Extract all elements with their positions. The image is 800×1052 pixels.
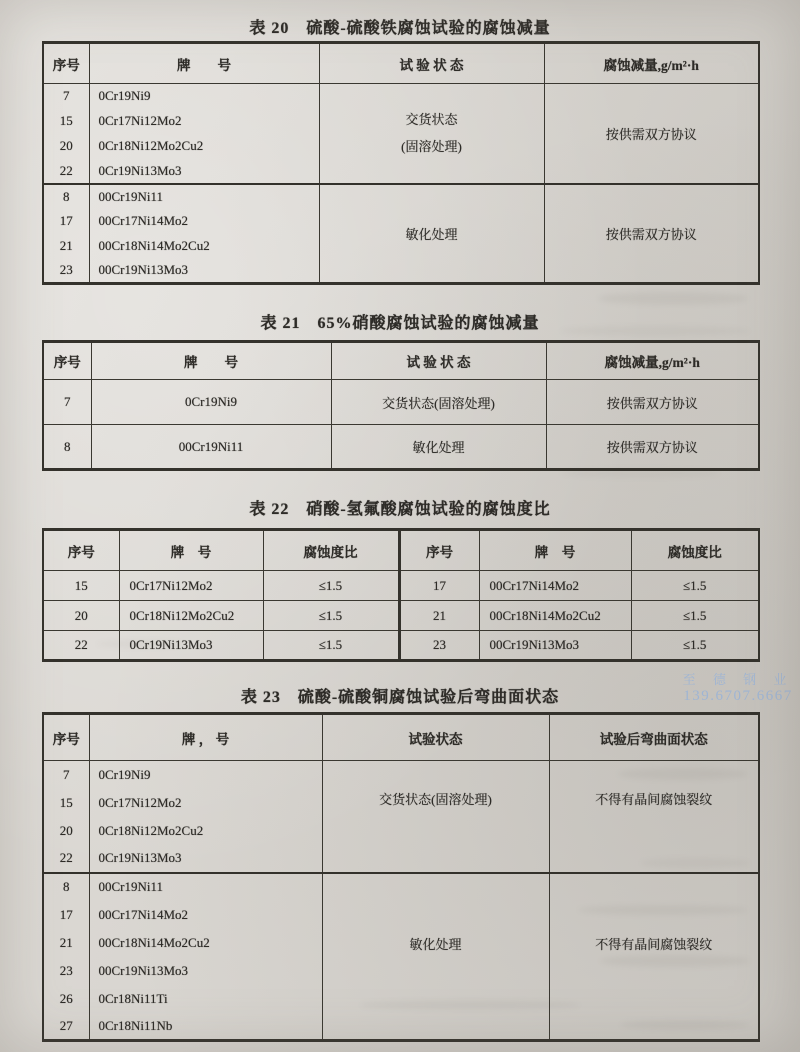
grade-cell: 00Cr18Ni14Mo2Cu2 — [89, 234, 319, 259]
row-no: 21 — [43, 234, 89, 259]
col-header-no: 序号 — [43, 714, 89, 761]
table-row — [43, 761, 759, 789]
row-no: 27 — [43, 1013, 89, 1041]
col-header-grade: 牌 号 — [479, 530, 631, 571]
row-no: 20 — [43, 134, 89, 159]
row-no: 7 — [43, 761, 89, 789]
table-20-group-sensitized — [43, 184, 759, 284]
table-22-body — [43, 571, 759, 661]
row-no: 15 — [43, 571, 119, 601]
table-row — [43, 601, 759, 631]
grade-cell: 00Cr19Ni11 — [89, 184, 319, 209]
grade-cell: 0Cr17Ni12Mo2 — [119, 571, 263, 601]
grade-cell: 0Cr19Ni9 — [91, 380, 331, 425]
table-row — [43, 631, 759, 661]
grade-cell: 0Cr19Ni13Mo3 — [89, 845, 322, 873]
col-header-no: 序号 — [43, 530, 119, 571]
table-21 — [42, 340, 760, 471]
row-no: 17 — [399, 571, 479, 601]
table-row — [43, 571, 759, 601]
row-no: 8 — [43, 184, 89, 209]
loss-cell: 按供需双方协议 — [546, 380, 759, 425]
col-header-grade: 牌 ， 号 — [89, 714, 322, 761]
table-20-header — [43, 43, 759, 84]
ratio-cell: ≤1.5 — [631, 631, 759, 661]
grade-cell: 0Cr18Ni12Mo2Cu2 — [119, 601, 263, 631]
row-no: 22 — [43, 159, 89, 184]
grade-cell: 0Cr17Ni12Mo2 — [89, 789, 322, 817]
grade-cell: 0Cr17Ni12Mo2 — [89, 109, 319, 134]
grade-cell: 00Cr19Ni13Mo3 — [89, 259, 319, 284]
state-line1: 交货状态 — [405, 112, 458, 128]
table-23-group-delivery — [43, 761, 759, 873]
row-no: 17 — [43, 209, 89, 234]
grade-cell: 0Cr18Ni12Mo2Cu2 — [89, 817, 322, 845]
grade-cell: 0Cr18Ni12Mo2Cu2 — [89, 134, 319, 159]
state-cell — [319, 84, 544, 184]
row-no: 8 — [43, 425, 91, 470]
result-cell: 不得有晶间腐蚀裂纹 — [549, 873, 759, 1041]
table-row — [43, 380, 759, 425]
col-header-ratio: 腐蚀度比 — [263, 530, 399, 571]
row-no: 7 — [43, 380, 91, 425]
watermark-phone: 139.6707.6667 — [683, 688, 793, 704]
table-21-title: 表 21 65%硝酸腐蚀试验的腐蚀减量 — [260, 315, 540, 332]
row-no: 22 — [43, 631, 119, 661]
col-header-test-state: 试 验 状 态 — [319, 43, 544, 84]
grade-cell: 00Cr19Ni13Mo3 — [89, 957, 322, 985]
row-no: 20 — [43, 817, 89, 845]
row-no: 21 — [43, 929, 89, 957]
col-header-grade: 牌 号 — [119, 530, 263, 571]
col-header-corrosion-loss: 腐蚀减量,g/m²·h — [544, 43, 759, 84]
row-no: 26 — [43, 985, 89, 1013]
col-header-test-state: 试 验 状 态 — [331, 342, 546, 380]
ratio-cell: ≤1.5 — [263, 601, 399, 631]
table-20 — [42, 41, 760, 285]
result-cell: 不得有晶间腐蚀裂纹 — [549, 761, 759, 873]
row-no: 17 — [43, 901, 89, 929]
table-22-title: 表 22 硝酸-氢氟酸腐蚀试验的腐蚀度比 — [249, 501, 551, 518]
grade-cell: 00Cr17Ni14Mo2 — [89, 901, 322, 929]
col-header-ratio: 腐蚀度比 — [631, 530, 759, 571]
table-23 — [42, 712, 760, 1042]
table-22-header — [43, 530, 759, 571]
row-no: 23 — [399, 631, 479, 661]
state-cell: 敏化处理 — [319, 184, 544, 284]
row-no: 23 — [43, 957, 89, 985]
table-23-header — [43, 714, 759, 761]
ratio-cell: ≤1.5 — [263, 571, 399, 601]
state-line2: (固溶处理) — [401, 139, 462, 155]
row-no: 21 — [399, 601, 479, 631]
grade-cell: 0Cr19Ni13Mo3 — [119, 631, 263, 661]
grade-cell: 00Cr19Ni11 — [89, 873, 322, 901]
state-cell: 交货状态(固溶处理) — [331, 380, 546, 425]
state-cell: 交货状态(固溶处理) — [322, 761, 549, 873]
grade-cell: 0Cr19Ni13Mo3 — [89, 159, 319, 184]
table-22 — [42, 528, 760, 662]
grade-cell: 0Cr19Ni9 — [89, 84, 319, 109]
grade-cell: 00Cr17Ni14Mo2 — [89, 209, 319, 234]
grade-cell: 00Cr19Ni13Mo3 — [479, 631, 631, 661]
col-header-no: 序号 — [43, 342, 91, 380]
scan-smudge — [598, 292, 748, 305]
col-header-no: 序号 — [399, 530, 479, 571]
table-20-group-delivery — [43, 84, 759, 184]
row-no: 7 — [43, 84, 89, 109]
row-no: 8 — [43, 873, 89, 901]
ratio-cell: ≤1.5 — [631, 601, 759, 631]
col-header-grade: 牌 号 — [91, 342, 331, 380]
table-21-body — [43, 380, 759, 470]
grade-cell: 0Cr19Ni9 — [89, 761, 322, 789]
table-20-title: 表 20 硫酸-硫酸铁腐蚀试验的腐蚀减量 — [249, 20, 551, 37]
grade-cell: 00Cr17Ni14Mo2 — [479, 571, 631, 601]
table-23-group-sensitized — [43, 873, 759, 1041]
col-header-corrosion-loss: 腐蚀减量,g/m²·h — [546, 342, 759, 380]
table-row — [43, 184, 759, 209]
ratio-cell: ≤1.5 — [263, 631, 399, 661]
state-cell: 敏化处理 — [331, 425, 546, 470]
ratio-cell: ≤1.5 — [631, 571, 759, 601]
loss-cell: 按供需双方协议 — [544, 84, 759, 184]
row-no: 22 — [43, 845, 89, 873]
row-no: 15 — [43, 789, 89, 817]
col-header-no: 序号 — [43, 43, 89, 84]
grade-cell: 0Cr18Ni11Nb — [89, 1013, 322, 1041]
grade-cell: 00Cr18Ni14Mo2Cu2 — [89, 929, 322, 957]
col-header-test-state: 试验状态 — [322, 714, 549, 761]
grade-cell: 00Cr18Ni14Mo2Cu2 — [479, 601, 631, 631]
row-no: 20 — [43, 601, 119, 631]
loss-cell: 按供需双方协议 — [546, 425, 759, 470]
grade-cell: 0Cr18Ni11Ti — [89, 985, 322, 1013]
watermark-company: 至 德 钢 业 — [682, 672, 794, 687]
col-header-grade: 牌 号 — [89, 43, 319, 84]
table-row — [43, 873, 759, 901]
loss-cell: 按供需双方协议 — [544, 184, 759, 284]
row-no: 23 — [43, 259, 89, 284]
table-row — [43, 425, 759, 470]
table-23-title: 表 23 硫酸-硫酸铜腐蚀试验后弯曲面状态 — [240, 689, 560, 706]
col-header-bend-result: 试验后弯曲面状态 — [549, 714, 759, 761]
grade-cell: 00Cr19Ni11 — [91, 425, 331, 470]
row-no: 15 — [43, 109, 89, 134]
table-row — [43, 84, 759, 109]
state-cell: 敏化处理 — [322, 873, 549, 1041]
table-21-header — [43, 342, 759, 380]
